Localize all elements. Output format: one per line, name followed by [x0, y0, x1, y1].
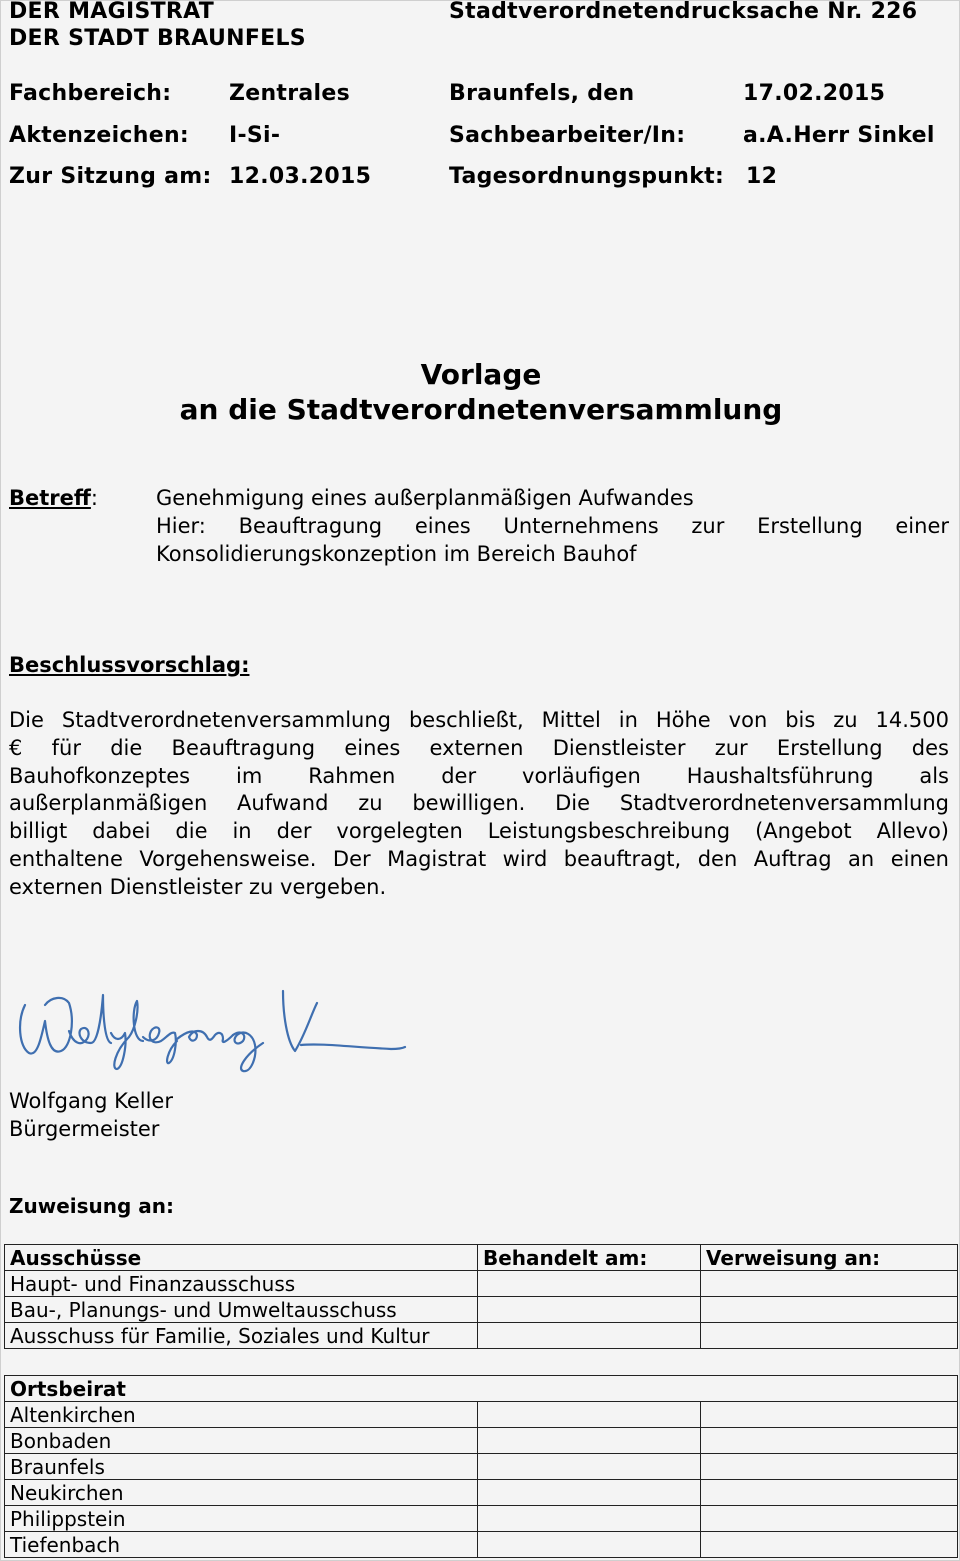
table-row	[5, 1428, 958, 1454]
ortsbeirat-name: Neukirchen	[5, 1480, 478, 1506]
behandelt-cell	[478, 1271, 701, 1297]
beschluss-line-7: externen Dienstleister zu vergeben.	[9, 875, 387, 899]
verweisung-cell	[701, 1428, 958, 1454]
ausschuesse-table	[4, 1244, 958, 1349]
beschluss-heading: Beschlussvorschlag:	[9, 653, 250, 677]
ausschuss-name: Haupt- und Finanzausschuss	[5, 1271, 478, 1297]
datum-value: 17.02.2015	[743, 81, 886, 106]
ausschuss-name: Bau-, Planungs- und Umweltausschuss	[5, 1297, 478, 1323]
betreff-line-2: Hier: Beauftragung eines Unternehmens zur Erstellung einer	[156, 514, 949, 538]
org-line-2: DER STADT BRAUNFELS	[9, 26, 306, 51]
beschluss-line-2: € für die Beauftragung eines externen Dienstleister zur Erstellung des	[9, 736, 949, 760]
title-line-1: Vorlage	[420, 358, 542, 391]
sachbearbeiter-value: a.A.Herr Sinkel	[743, 123, 935, 148]
zuweisung-heading: Zuweisung an:	[9, 1194, 175, 1218]
beschluss-line-6: enthaltene Vorgehensweise. Der Magistrat wird beauftragt, den Auftrag an einen	[9, 847, 949, 871]
ortsbeirat-name: Philippstein	[5, 1506, 478, 1532]
doc-number: Stadtverordnetendrucksache Nr. 226	[449, 0, 918, 24]
verweisung-cell	[701, 1532, 958, 1558]
betreff-line-3: Konsolidierungskonzeption im Bereich Bauhof	[156, 542, 637, 566]
table-row	[5, 1506, 958, 1532]
behandelt-cell	[478, 1506, 701, 1532]
fachbereich-label: Fachbereich:	[9, 81, 172, 106]
behandelt-cell	[478, 1532, 701, 1558]
top-value: 12	[746, 164, 778, 189]
behandelt-cell	[478, 1402, 701, 1428]
table-row	[5, 1480, 958, 1506]
col-ausschuesse: Ausschüsse	[5, 1245, 478, 1271]
ort-label: Braunfels, den	[449, 81, 635, 106]
fachbereich-value: Zentrales	[229, 81, 351, 106]
sachbearbeiter-label: Sachbearbeiter/In:	[449, 123, 686, 148]
behandelt-cell	[478, 1297, 701, 1323]
top-label: Tagesordnungspunkt:	[449, 164, 725, 189]
table-row	[5, 1402, 958, 1428]
ortsbeirat-header-row	[5, 1376, 958, 1402]
verweisung-cell	[701, 1480, 958, 1506]
title-line-2: an die Stadtverordnetenversammlung	[179, 393, 783, 426]
ortsbeirat-table	[4, 1375, 958, 1558]
beschluss-line-4: außerplanmäßigen Aufwand zu bewilligen. Die Stadtverordnetenversammlung	[9, 791, 949, 815]
verweisung-cell	[701, 1297, 958, 1323]
behandelt-cell	[478, 1323, 701, 1349]
betreff-label-wrap	[9, 484, 98, 512]
beschluss-line-5: billigt dabei die in der vorgelegten Leistungsbeschreibung (Angebot Allevo)	[9, 819, 949, 843]
ausschuss-name: Ausschuss für Familie, Soziales und Kultur	[5, 1323, 478, 1349]
col-behandelt: Behandelt am:	[478, 1245, 701, 1271]
aktenzeichen-value: I-Si-	[229, 123, 281, 148]
verweisung-cell	[701, 1271, 958, 1297]
org-line-1: DER MAGISTRAT	[9, 0, 215, 24]
verweisung-cell	[701, 1454, 958, 1480]
sitzung-label: Zur Sitzung am:	[9, 164, 212, 189]
ortsbeirat-name: Altenkirchen	[5, 1402, 478, 1428]
beschluss-line-1: Die Stadtverordnetenversammlung beschließt, Mittel in Höhe von bis zu 14.500	[9, 708, 949, 732]
signatory-role: Bürgermeister	[9, 1117, 160, 1141]
signatory-name: Wolfgang Keller	[9, 1089, 173, 1113]
ortsbeirat-name: Tiefenbach	[5, 1532, 478, 1558]
betreff-label: Betreff	[9, 486, 91, 510]
ortsbeirat-name: Bonbaden	[5, 1428, 478, 1454]
verweisung-cell	[701, 1506, 958, 1532]
aktenzeichen-label: Aktenzeichen:	[9, 123, 190, 148]
col-verweisung: Verweisung an:	[701, 1245, 958, 1271]
behandelt-cell	[478, 1480, 701, 1506]
ortsbeirat-heading: Ortsbeirat	[5, 1376, 958, 1402]
table-row	[5, 1297, 958, 1323]
sitzung-value: 12.03.2015	[229, 164, 372, 189]
betreff-colon: :	[90, 486, 98, 510]
table-row	[5, 1323, 958, 1349]
table-header-row	[5, 1245, 958, 1271]
table-row	[5, 1271, 958, 1297]
verweisung-cell	[701, 1323, 958, 1349]
betreff-line-1: Genehmigung eines außerplanmäßigen Aufwandes	[156, 486, 694, 510]
table-row	[5, 1532, 958, 1558]
beschluss-line-3: Bauhofkonzeptes im Rahmen der vorläufigen Haushaltsführung als	[9, 764, 949, 788]
behandelt-cell	[478, 1428, 701, 1454]
signature-image	[11, 981, 411, 1081]
verweisung-cell	[701, 1402, 958, 1428]
table-row	[5, 1454, 958, 1480]
behandelt-cell	[478, 1454, 701, 1480]
ortsbeirat-name: Braunfels	[5, 1454, 478, 1480]
